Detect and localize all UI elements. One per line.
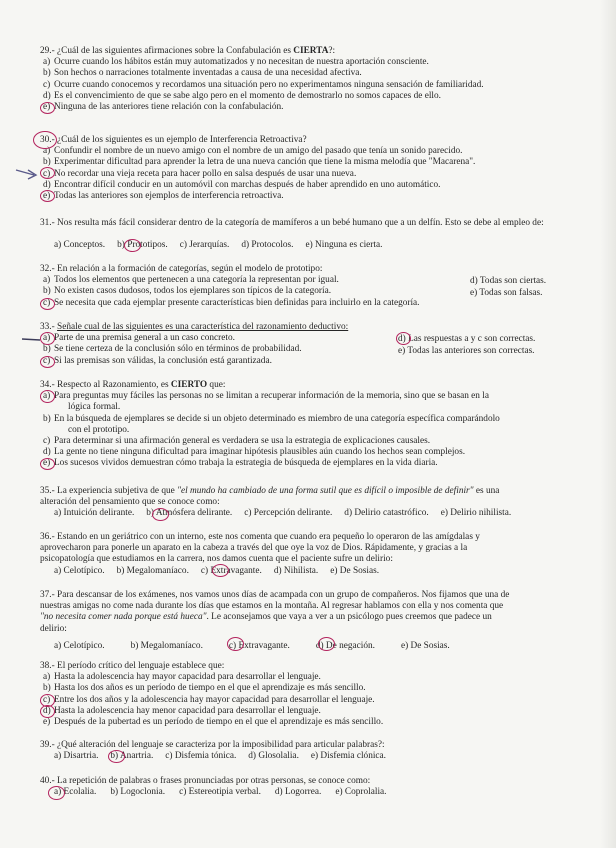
- option-34-e[interactable]: e) Los sucesos vividos demuestran cómo trabaja la estrategia de búsqueda de ejemplares en la vida diaria.: [43, 458, 438, 469]
- answer-mark-39: [108, 750, 125, 763]
- answer-mark-36: [212, 564, 229, 577]
- option-36-a[interactable]: a) Celotípico.: [54, 565, 105, 576]
- option-35-d[interactable]: d) Delirio catastrófico.: [344, 508, 429, 519]
- option-29-e[interactable]: e) Ninguna de las anteriores tiene relación con la confabulación.: [43, 102, 284, 113]
- question-34-stem: 34.- Respecto al Razonamiento, es CIERTO que:: [40, 380, 226, 390]
- question-35: [40, 486, 592, 520]
- option-40-b[interactable]: b) Logoclonia.: [110, 787, 166, 798]
- options-37: [40, 641, 592, 652]
- option-30-d[interactable]: d) Encontrar difícil conducir en un automóvil con marchas después de haber aprendido en uno automático.: [43, 179, 441, 190]
- option-36-d[interactable]: d) Nihilista.: [273, 565, 319, 576]
- option-39-a[interactable]: a) Disartria.: [54, 751, 99, 762]
- answer-mark-33-a: [40, 332, 55, 345]
- question-30-stem: 30.- ¿Cuál de los siguientes es un ejemplo de Interferencia Retroactiva?: [40, 135, 307, 145]
- question-37: [40, 590, 592, 652]
- option-32-a[interactable]: a) Todos los elementos que pertenecen a una categoría la representan por igual.: [43, 275, 339, 286]
- question-36-stem-l3: psicopatología que estudiamos en la carrera, nos damos cuenta que el paciente sufre un delirio:: [40, 554, 393, 565]
- option-37-b[interactable]: b) Megalomaníaco.: [130, 640, 203, 651]
- answer-mark-38-d: [40, 705, 55, 718]
- option-35-a[interactable]: a) Intuición delirante.: [54, 508, 135, 519]
- answer-mark-31: [124, 239, 141, 252]
- option-33-a[interactable]: a) Parte de una premisa general a un caso concreto.: [43, 333, 235, 344]
- answer-mark-35: [152, 508, 169, 521]
- page-right-shadow: [600, 0, 616, 848]
- option-39-d[interactable]: d) Glosolalia.: [248, 751, 299, 762]
- question-39-stem: 39.- ¿Qué alteración del lenguaje se caracteriza por la imposibilidad para articular palabras?:: [40, 740, 385, 750]
- option-33-e[interactable]: e) Todas las anteriores son correctas.: [398, 346, 535, 356]
- option-33-d[interactable]: d) Las respuestas a y c son correctas.: [398, 334, 536, 344]
- answer-mark-29: [40, 102, 55, 114]
- option-30-c[interactable]: c) No recordar una vieja receta para hacer pollo en salsa después de usar una nueva.: [43, 168, 357, 179]
- question-29-stem: 29.- ¿Cuál de las siguientes afirmaciones sobre la Confabulación es CIERTA?:: [40, 46, 336, 56]
- option-29-c[interactable]: c) Ocurre cuando conocemos y recordamos una situación pero no experimentamos ninguna sensación de familiaridad.: [43, 79, 484, 90]
- option-37-c[interactable]: c) Extravagante.: [228, 640, 290, 651]
- answer-mark-30-e: [40, 190, 55, 202]
- options-40: [40, 787, 592, 798]
- question-34: [40, 380, 592, 470]
- options-35: [40, 508, 592, 519]
- circle-mark-30: [33, 131, 57, 149]
- option-29-b[interactable]: b) Son hechos o narraciones totalmente inventadas a causa de una necesidad afectiva.: [43, 68, 362, 79]
- question-40-stem: 40.- La repetición de palabras o frases pronunciadas por otras personas, se conoce como:: [40, 776, 371, 786]
- option-40-c[interactable]: c) Estereotipia verbal.: [179, 787, 261, 798]
- option-35-b[interactable]: b) Atmósfera delirante.: [146, 508, 233, 519]
- question-38: [40, 661, 592, 728]
- question-29: [40, 46, 592, 113]
- option-37-e[interactable]: e) De Sosias.: [400, 640, 450, 651]
- question-37-stem-l3: "no necesita comer nada porque está hueca". Le aconsejamos que vaya a ver a un psicólogo pues creemos que padece un: [40, 612, 492, 623]
- option-38-d[interactable]: d) Hasta la adolescencia hay menor capacidad para desarrollar el lenguaje.: [43, 705, 321, 716]
- option-33-b[interactable]: b) Se tiene certeza de la conclusión sólo en términos de probabilidad.: [43, 344, 302, 355]
- answer-mark-33-c: [40, 356, 55, 368]
- option-32-e[interactable]: e) Todas son falsas.: [470, 288, 543, 298]
- answer-mark-32: [40, 298, 55, 310]
- option-36-b[interactable]: b) Megalomaníaco.: [116, 565, 189, 576]
- answer-mark-34-a: [40, 390, 55, 403]
- option-30-e[interactable]: e) Todas las anteriores son ejemplos de interferencia retroactiva.: [43, 191, 284, 202]
- question-36: [40, 532, 592, 577]
- option-31-c[interactable]: c) Jerarquías.: [179, 240, 230, 251]
- option-30-b[interactable]: b) Experimentar dificultad para aprender la letra de una nueva canción que tiene la misma melodía que "Macarena".: [43, 157, 476, 168]
- options-36: [40, 566, 592, 577]
- question-37-stem: 37.- Para descansar de los exámenes, nos vamos unos días de acampada con un grupo de compañeros. Nos fijamos que una de: [40, 590, 510, 600]
- option-31-d[interactable]: d) Protocolos.: [241, 240, 294, 251]
- dash-icon: [20, 334, 42, 344]
- question-37-stem-l4: delirio:: [40, 623, 67, 634]
- option-38-e[interactable]: e) Después de la pubertad es un período de tiempo en el que el aprendizaje es más sencillo.: [43, 717, 384, 728]
- option-40-e[interactable]: e) Coprolalia.: [335, 787, 387, 798]
- option-32-d[interactable]: d) Todas son ciertas.: [470, 276, 547, 286]
- question-36-stem: 36.- Estando en un geriátrico con un interno, este nos comenta que cuando era pequeño lo operaron de las amígdalas y: [40, 532, 480, 542]
- option-39-c[interactable]: c) Disfemia tónica.: [165, 751, 237, 762]
- question-38-stem: 38.- El período crítico del lenguaje establece que:: [40, 661, 225, 671]
- option-37-d[interactable]: d) De negación.: [315, 640, 375, 651]
- option-34-a-cont: lógica formal.: [68, 402, 121, 413]
- option-32-c[interactable]: c) Se necesita que cada ejemplar presente características bien definidas para incluirlo en la categoría.: [43, 297, 420, 308]
- option-34-c[interactable]: c) Para determinar si una afirmación general es verdadera se usa la estrategia de explicaciones causales.: [43, 436, 431, 447]
- question-36-stem-l2: aprovecharon para ponerle un aparato en la cabeza a través del que oye la voz de Dios. Rápidamente, y gracias a la: [40, 543, 468, 554]
- question-31-stem: 31.- Nos resulta más fácil considerar dentro de la categoría de mamíferos a un bebé humano que a un delfín. Esto se debe al empleo de:: [40, 218, 544, 228]
- answer-mark-37-d: [318, 637, 335, 651]
- option-38-a[interactable]: a) Hasta la adolescencia hay mayor capacidad para desarrollar el lenguaje.: [43, 672, 321, 683]
- option-35-c[interactable]: c) Percepción delirante.: [244, 508, 333, 519]
- question-31: [40, 218, 592, 252]
- question-33-stem: 33.- Señale cual de las siguientes es una característica del razonamiento deductivo:: [40, 322, 349, 332]
- answer-mark-30-c: [40, 167, 55, 179]
- arrow-icon: [14, 166, 42, 182]
- option-37-a[interactable]: a) Celotípico.: [54, 640, 105, 651]
- option-36-e[interactable]: e) De Sosias.: [330, 565, 380, 576]
- option-39-b[interactable]: b) Anartria.: [110, 751, 154, 762]
- option-34-d[interactable]: d) La gente no tiene ninguna dificultad para imaginar hipótesis plausibles aún cuando los hechos sean complejos.: [43, 447, 466, 458]
- answer-mark-37-c: [227, 637, 244, 651]
- option-34-b[interactable]: b) En la búsqueda de ejemplares se decide si un objeto determinado es miembro de una categoría específica comparándolo: [43, 413, 500, 424]
- option-39-e[interactable]: e) Disfemia clónica.: [310, 751, 387, 762]
- question-37-stem-l2: nuestras amigas no come nada durante los días que estamos en la montaña. Al regresar hablamos con ella y nos comenta que: [40, 601, 504, 612]
- answer-mark-34-e: [40, 458, 55, 470]
- options-31: [40, 240, 592, 251]
- option-33-c[interactable]: c) Si las premisas son válidas, la conclusión está garantizada.: [43, 355, 272, 366]
- question-40: [40, 776, 592, 798]
- question-32-stem: 32.- En relación a la formación de categorías, según el modelo de prototipo:: [40, 264, 323, 274]
- option-38-c[interactable]: c) Entre los dos años y la adolescencia hay mayor capacidad para desarrollar el lenguaje.: [43, 694, 375, 705]
- option-29-d[interactable]: d) Es el convencimiento de que se sabe algo pero en el momento de demostrarlo no somos capaces de ello.: [43, 90, 441, 101]
- question-35-stem-cont: alteración del pensamiento que se conoce como:: [40, 497, 220, 508]
- option-31-b[interactable]: b) Prototipos.: [117, 240, 168, 251]
- option-31-a[interactable]: a) Conceptos.: [54, 240, 106, 251]
- option-31-e[interactable]: e) Ninguna es cierta.: [305, 240, 383, 251]
- option-30-a[interactable]: a) Confundir el nombre de un nuevo amigo con el nombre de un amigo del pasado que tenía un sonido parecido.: [43, 146, 463, 157]
- option-32-b[interactable]: b) No existen casos dudosos, todos los ejemplares son típicos de la categoría.: [43, 286, 332, 297]
- question-35-stem: 35.- La experiencia subjetiva de que "el mundo ha cambiado de una forma sutil que es difícil o imposible de definir" es una: [40, 486, 500, 496]
- option-40-a[interactable]: a) Ecolalia.: [54, 787, 97, 798]
- option-38-b[interactable]: b) Hasta los dos años es un período de tiempo en el que el aprendizaje es más sencillo.: [43, 683, 366, 694]
- option-34-a[interactable]: a) Para preguntas muy fáciles las personas no se limitan a recuperar información de la memoria, sino que se basan en la: [43, 391, 489, 402]
- answer-mark-33-d: [396, 332, 411, 345]
- option-34-b-cont: con el prototipo.: [68, 424, 130, 435]
- answer-mark-40: [48, 786, 65, 800]
- question-30: [40, 135, 592, 202]
- option-40-d[interactable]: d) Logorrea.: [274, 787, 322, 798]
- option-36-c[interactable]: c) Extravagante.: [200, 565, 262, 576]
- option-29-a[interactable]: a) Ocurre cuando los hábitos están muy automatizados y no necesitan de nuestra aportación consciente.: [43, 57, 429, 68]
- option-35-e[interactable]: e) Delirio nihilista.: [440, 508, 512, 519]
